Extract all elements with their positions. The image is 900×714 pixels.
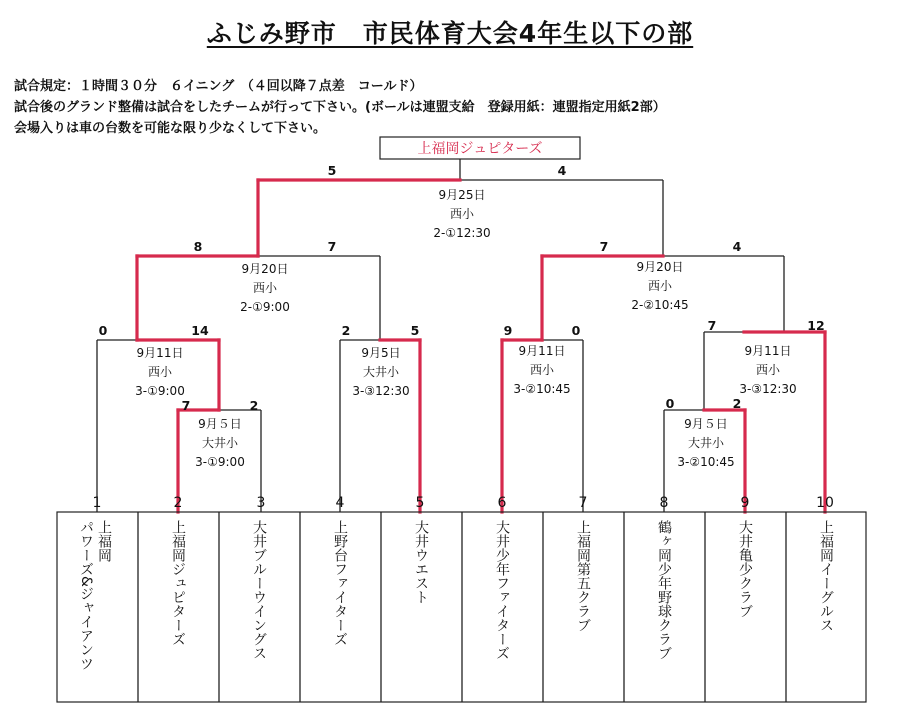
r2a-date: 9月11日	[136, 346, 184, 360]
team-number-9: 9	[740, 495, 750, 511]
sf2-venue: 西小	[647, 279, 673, 293]
r2d-score-right: 12	[807, 318, 825, 333]
r2a-score-left: 0	[98, 323, 108, 338]
team-name-6: 大井少年ファイターズ	[494, 520, 510, 660]
r1a-date: 9月５日	[198, 417, 242, 431]
r1b-date: 9月５日	[684, 417, 728, 431]
sf1-slot: 2-①9:00	[240, 300, 290, 314]
sf2-score-left: 7	[599, 239, 609, 254]
champion-name: 上福岡ジュピターズ	[417, 141, 543, 157]
team-number-5: 5	[415, 495, 425, 511]
r2d-date: 9月11日	[744, 344, 792, 358]
r2c-date: 9月11日	[518, 344, 566, 358]
team-number-10: 10	[816, 495, 834, 511]
r2a-score-right: 14	[191, 323, 209, 338]
r2b-score-left: 2	[341, 323, 351, 338]
final-slot: 2-①12:30	[433, 226, 491, 240]
team-name-4: 上野台ファイターズ	[332, 520, 348, 646]
r2c-score-left: 9	[503, 323, 513, 338]
r2d-score-left: 7	[707, 318, 717, 333]
page-title-text: ふじみ野市 市民体育大会4年生以下の部	[206, 19, 694, 48]
r2c-venue: 西小	[529, 363, 555, 377]
sf2-date: 9月20日	[636, 260, 684, 274]
team-number-1: 1	[92, 495, 102, 511]
team-name-10: 上福岡イーグルス	[818, 520, 834, 632]
r2b-score-right: 5	[410, 323, 420, 338]
team-number-7: 7	[578, 495, 588, 511]
r2b-slot: 3-③12:30	[352, 384, 410, 398]
team-table	[57, 512, 866, 702]
team-number-6: 6	[497, 495, 507, 511]
r1b-score-right: 2	[732, 396, 742, 411]
r1a-slot: 3-①9:00	[195, 455, 245, 469]
team-number-8: 8	[659, 495, 669, 511]
rule-line-2: 試合後のグランド整備は試合をしたチームが行って下さい。(ボールは連盟支給 登録用紙：連盟指定用紙2部）	[14, 100, 666, 115]
sf1-date: 9月20日	[241, 262, 289, 276]
final-venue: 西小	[449, 207, 475, 221]
r2a-slot: 3-①9:00	[135, 384, 185, 398]
r2b-venue: 大井小	[362, 365, 400, 379]
team-name-9: 大井亀少クラブ	[737, 520, 753, 618]
team-name-2: 上福岡ジュピターズ	[170, 520, 186, 646]
r2b-date: 9月5日	[361, 346, 401, 360]
r2c-slot: 3-②10:45	[513, 382, 571, 396]
final-score-left: 5	[327, 163, 337, 178]
team-name-1-line2: パワーズ&ジャイアンツ	[78, 520, 94, 671]
sf2-slot: 2-②10:45	[631, 298, 689, 312]
team-name-8: 鶴ヶ岡少年野球クラブ	[656, 520, 672, 660]
sf1-score-right: 7	[327, 239, 337, 254]
r2a-venue: 西小	[147, 365, 173, 379]
team-name-1: 上福岡	[96, 520, 112, 562]
match-info	[135, 188, 796, 469]
r2d-slot: 3-③12:30	[739, 382, 797, 396]
rule-line-3: 会場入りは車の台数を可能な限り少なくして下さい。	[14, 121, 327, 136]
r2d-venue: 西小	[755, 363, 781, 377]
team-number-4: 4	[335, 495, 345, 511]
team-number-3: 3	[256, 495, 266, 511]
rule-line-1: 試合規定：１時間３０分 ６イニング （４回以降７点差 コールド）	[14, 79, 423, 94]
r1a-score-right: 2	[249, 398, 259, 413]
sf2-score-right: 4	[732, 239, 742, 254]
team-number-2: 2	[173, 495, 183, 511]
sf1-score-left: 8	[193, 239, 203, 254]
team-name-5: 大井ウエスト	[413, 520, 429, 604]
r1a-score-left: 7	[181, 398, 191, 413]
r1b-score-left: 0	[665, 396, 675, 411]
team-name-3: 大井ブルーウイングス	[251, 520, 267, 660]
r1b-slot: 3-②10:45	[677, 455, 735, 469]
team-name-7: 上福岡第五クラブ	[575, 520, 591, 632]
r1b-venue: 大井小	[687, 436, 725, 450]
r2c-score-right: 0	[571, 323, 581, 338]
final-score-right: 4	[557, 163, 567, 178]
final-date: 9月25日	[438, 188, 486, 202]
sf1-venue: 西小	[252, 281, 278, 295]
team-numbers	[93, 495, 834, 511]
r1a-venue: 大井小	[201, 436, 239, 450]
